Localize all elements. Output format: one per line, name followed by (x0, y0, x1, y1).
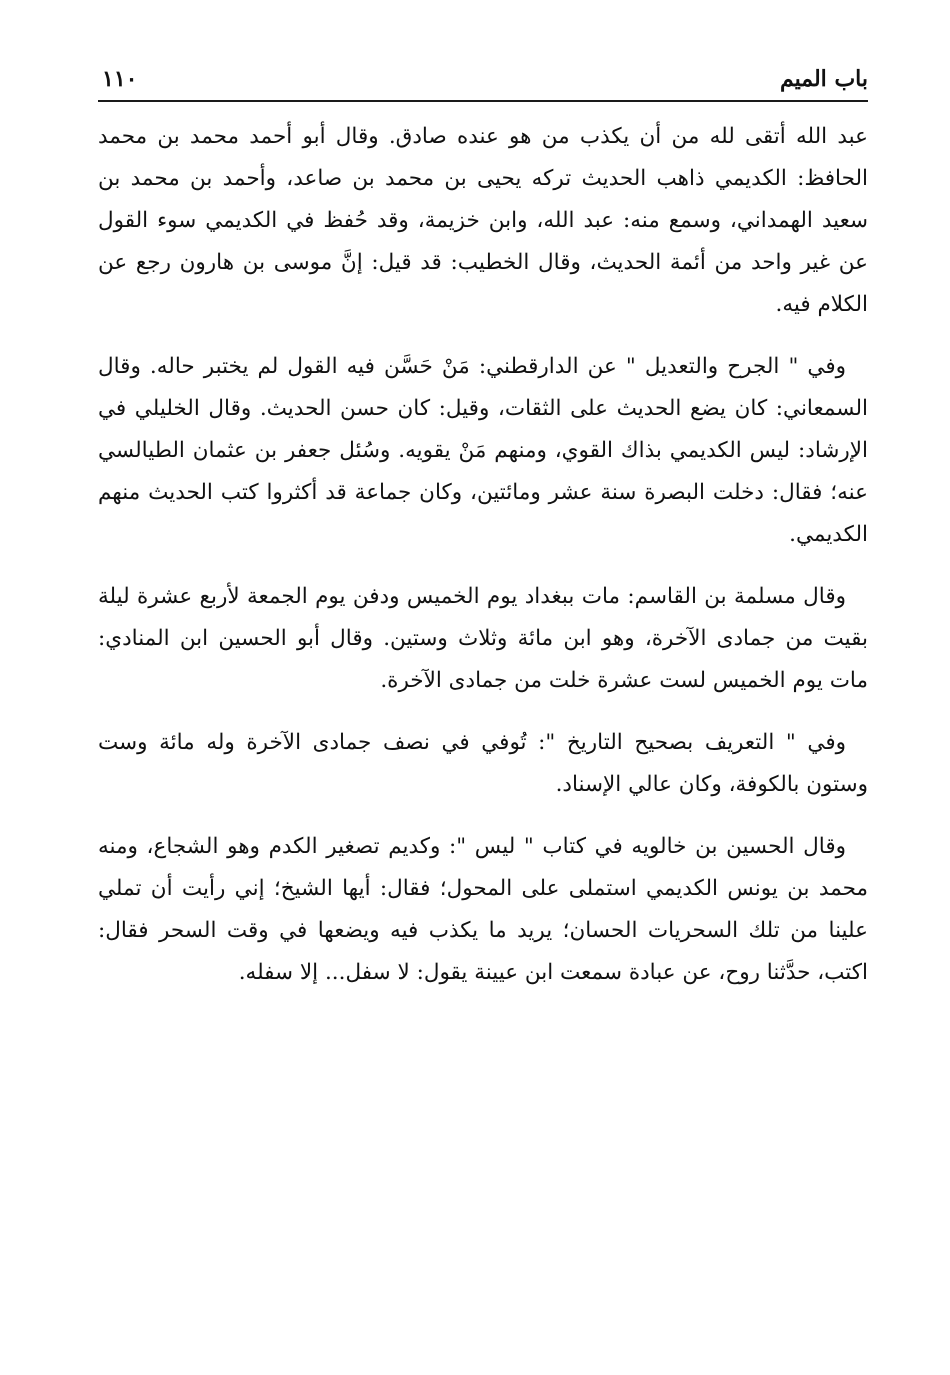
chapter-title: باب الميم (779, 66, 868, 92)
paragraph: عبد الله أتقى لله من أن يكذب من هو عنده صادق. وقال أبو أحمد محمد بن محمد الحافظ: الكديمي ذاهب الحديث تركه يحيى بن محمد بن صاعد، وأحمد بن محمد بن سعيد الهمداني، وسمع منه: عبد الله، وابن خزيمة، وقد حُفظ في الكديمي سوء القول عن غير واحد من أئمة الحديث، وقال الخطيب: قد قيل: إنَّ موسى بن هارون رجع عن الكلام فيه. (98, 124, 868, 317)
paragraph: وفي " الجرح والتعديل " عن الدارقطني: مَنْ حَسَّن فيه القول لم يختبر حاله. وقال السمعاني: كان يضع الحديث على الثقات، وقيل: كان حسن الحديث. وقال الخليلي في الإرشاد: ليس الكديمي بذاك القوي، ومنهم مَنْ يقويه. وسُئل جعفر بن عثمان الطيالسي عنه؛ فقال: دخلت البصرة سنة عشر ومائتين، وكان جماعة قد أكثروا كتب الحديث منهم الكديمي. (98, 354, 868, 547)
paragraph: وقال الحسين بن خالويه في كتاب " ليس ": وكديم تصغير الكدم وهو الشجاع، ومنه محمد بن يونس الكديمي استملى على المحول؛ فقال: أيها الشيخ؛ إني رأيت أن تملي علينا من تلك السحريات الحسان؛ يريد ما يكذب فيه ويضعها في وقت السحر فقال: اكتب، حدَّثنا روح، عن عبادة سمعت ابن عيينة يقول: لا سفل... إلا سفله. (98, 834, 868, 985)
page-body (98, 102, 868, 994)
book-page (98, 62, 868, 1014)
page-header (98, 62, 868, 102)
paragraph: وفي " التعريف بصحيح التاريخ ": تُوفي في نصف جمادى الآخرة وله مائة وست وستون بالكوفة، وكان عالي الإسناد. (98, 730, 868, 797)
paragraph: وقال مسلمة بن القاسم: مات ببغداد يوم الخميس ودفن يوم الجمعة لأربع عشرة ليلة بقيت من جمادى الآخرة، وهو ابن مائة وثلاث وستين. وقال أبو الحسين ابن المنادي: مات يوم الخميس لست عشرة خلت من جمادى الآخرة. (98, 584, 868, 693)
page-number: ١١٠ (102, 66, 138, 92)
